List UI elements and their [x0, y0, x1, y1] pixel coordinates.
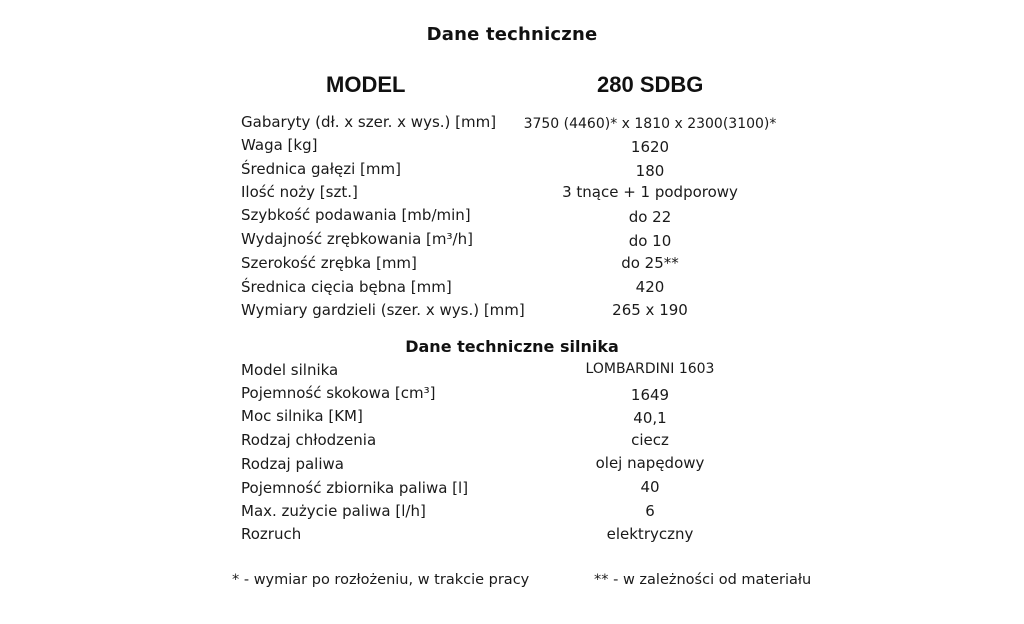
model-header-value: 280 SDBG [597, 72, 704, 97]
spec-label: Szerokość zrębka [mm] [241, 254, 417, 272]
spec-label: Rodzaj paliwa [241, 455, 344, 473]
spec-row [0, 254, 1024, 277]
spec-row [0, 136, 1024, 159]
spec-value: do 22 [628, 208, 672, 226]
spec-label: Model silnika [241, 361, 339, 379]
spec-value: 3750 (4460)* x 1810 x 2300(3100)* [523, 116, 777, 132]
engine-spec-row [0, 525, 1024, 548]
spec-value: 1649 [630, 386, 670, 404]
spec-value: ciecz [631, 431, 669, 449]
spec-label: Średnica cięcia bębna [mm] [241, 278, 452, 296]
spec-value: olej napędowy [595, 454, 705, 472]
model-header-label: MODEL [326, 72, 406, 97]
spec-value: 1620 [630, 138, 670, 156]
spec-row [0, 183, 1024, 206]
spec-row [0, 278, 1024, 301]
spec-label: Gabaryty (dł. x szer. x wys.) [mm] [241, 113, 497, 131]
spec-label: Pojemność skokowa [cm³] [241, 384, 436, 402]
engine-spec-row [0, 479, 1024, 502]
footnote-double-asterisk: ** - w zależności od materiału [594, 572, 812, 588]
engine-spec-row [0, 384, 1024, 407]
spec-label: Rodzaj chłodzenia [241, 431, 377, 449]
spec-value: 180 [635, 162, 665, 180]
spec-value: 420 [635, 278, 665, 296]
spec-label: Wymiary gardzieli (szer. x wys.) [mm] [241, 301, 525, 319]
spec-label: Max. zużycie paliwa [l/h] [241, 502, 426, 520]
spec-label: Moc silnika [KM] [241, 407, 363, 425]
spec-label: Ilość noży [szt.] [241, 183, 358, 201]
engine-spec-row [0, 407, 1024, 430]
engine-spec-row [0, 431, 1024, 454]
spec-value: 3 tnące + 1 podporowy [562, 183, 738, 201]
engine-section-title: Dane techniczne silnika [405, 337, 619, 356]
spec-value: do 10 [628, 232, 672, 250]
spec-label: Rozruch [241, 525, 302, 543]
page-title: Dane techniczne [426, 24, 598, 45]
spec-row [0, 113, 1024, 136]
spec-value: do 25** [621, 254, 679, 272]
engine-spec-row [0, 455, 1024, 478]
spec-value: 40,1 [633, 409, 667, 427]
spec-value: 6 [645, 502, 655, 520]
engine-spec-row [0, 361, 1024, 384]
spec-label: Szybkość podawania [mb/min] [241, 206, 471, 224]
spec-row [0, 206, 1024, 229]
footnote-single-asterisk: * - wymiar po rozłożeniu, w trakcie pracy [232, 572, 530, 588]
engine-spec-row [0, 502, 1024, 525]
spec-label: Wydajność zrębkowania [m³/h] [241, 230, 473, 248]
spec-label: Waga [kg] [241, 136, 318, 154]
spec-value: 265 x 190 [612, 301, 688, 319]
spec-value: elektryczny [606, 525, 694, 543]
spec-label: Średnica gałęzi [mm] [241, 160, 401, 178]
spec-label: Pojemność zbiornika paliwa [l] [241, 479, 469, 497]
spec-row [0, 230, 1024, 253]
spec-row [0, 160, 1024, 183]
spec-row [0, 301, 1024, 324]
spec-value: LOMBARDINI 1603 [585, 361, 715, 377]
spec-value: 40 [640, 478, 660, 496]
